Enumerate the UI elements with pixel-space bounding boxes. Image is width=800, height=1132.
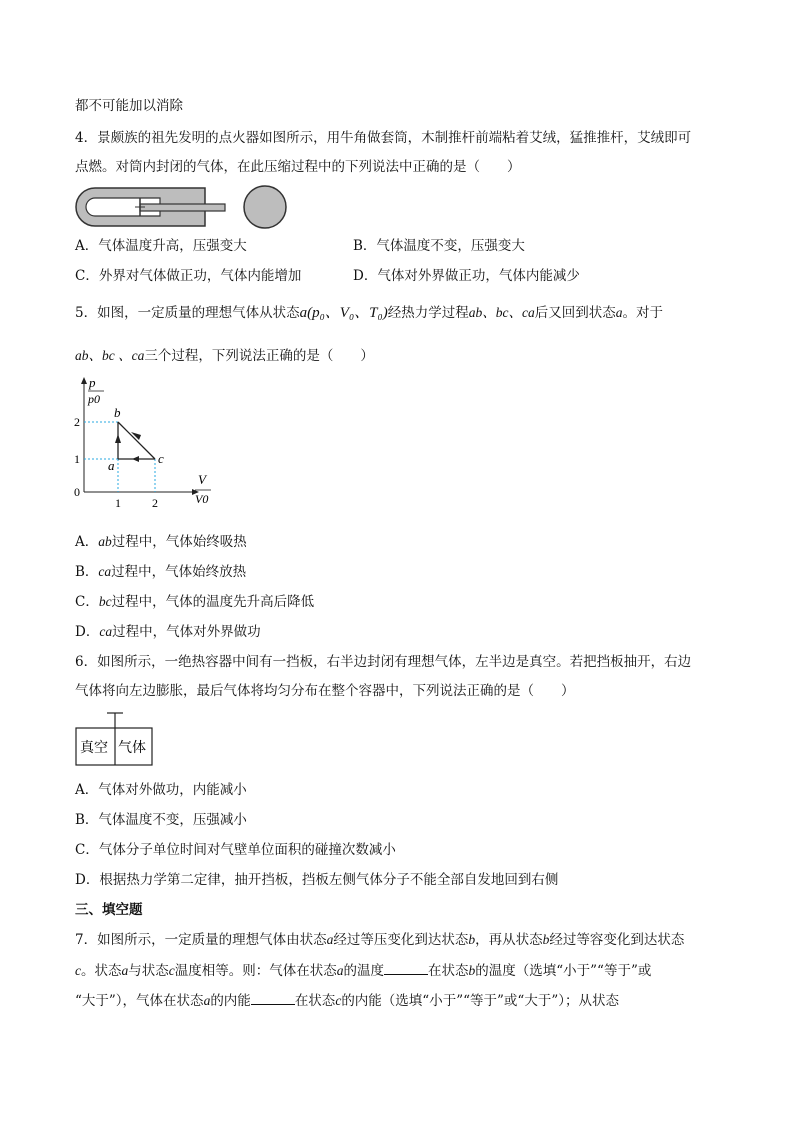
q4-option-b: B．气体温度不变，压强变大: [353, 238, 525, 254]
q5-stem-line2: [75, 346, 374, 366]
q4-option-c: C．外界对气体做正功，气体内能增加: [75, 268, 302, 284]
pv-diagram: [70, 372, 220, 514]
q5-stem-part3: 后又回到状态: [534, 305, 616, 321]
fire-piston-figure: [75, 183, 290, 231]
container-figure: [75, 710, 155, 768]
q6-stem-line2: 气体将向左边膨胀，最后气体将均匀分布在整个容器中，下列说法正确的是（ ）: [75, 683, 575, 699]
q5-option-d: D．ca过程中，气体对外界做功: [75, 624, 261, 640]
gas-label: 气体: [118, 741, 146, 756]
pv-xtick-1: 1: [115, 496, 121, 510]
q7-stem-line1: 7．如图所示，一定质量的理想气体由状态a经过等压变化到达状态b，再从状态b经过等容变化到达状态: [75, 932, 685, 948]
pv-ytick-1: 1: [74, 452, 80, 466]
continued-text: 都不可能加以消除: [75, 98, 183, 114]
q7-blank-1[interactable]: [384, 960, 428, 975]
q5-option-a: A．ab过程中，气体始终吸热: [75, 534, 247, 550]
q4-option-a: A．气体温度升高，压强变大: [75, 238, 247, 254]
q5-stem-part5: 三个过程，下列说法正确的是（ ）: [144, 348, 374, 364]
q4-stem-line2: 点燃。对筒内封闭的气体，在此压缩过程中的下列说法中正确的是（ ）: [75, 159, 521, 175]
q5-option-b: B．ca过程中，气体始终放热: [75, 564, 247, 580]
q5-processes-formula: ab、bc、ca: [468, 305, 535, 320]
pv-ylabel-p0: p0: [88, 392, 100, 406]
q5-stem-line1: [75, 303, 663, 323]
q6-option-b: B．气体温度不变，压强减小: [75, 812, 247, 828]
vacuum-label: 真空: [80, 741, 108, 756]
q5-stem-part2: 经热力学过程: [387, 305, 469, 321]
section-heading: 三、填空题: [75, 902, 143, 918]
q4-option-d: D．气体对外界做正功，气体内能减少: [353, 268, 580, 284]
q5-stem-part1: 5．如图，一定质量的理想气体从状态: [75, 305, 300, 321]
q6-stem-line1: 6．如图所示，一绝热容器中间有一挡板，右半边封闭有理想气体，左半边是真空。若把挡板抽开，右边: [75, 654, 692, 670]
q5-three-processes: ab、bc 、ca: [75, 348, 145, 363]
pv-xtick-2: 2: [152, 496, 158, 510]
pv-origin: 0: [74, 485, 80, 499]
q5-option-c: C．bc过程中，气体的温度先升高后降低: [75, 594, 315, 610]
pv-point-c: c: [158, 451, 164, 466]
pv-point-a: a: [108, 458, 115, 473]
pv-ylabel-p: p: [89, 375, 96, 390]
pv-point-b: b: [114, 405, 121, 420]
q5-state-a-formula: a(p₀、V₀、T₀): [299, 305, 388, 321]
pv-ytick-2: 2: [74, 415, 80, 429]
q5-stem-part4: 。对于: [622, 305, 663, 321]
q5-state-a-symbol: a: [615, 305, 623, 320]
q6-option-d: D．根据热力学第二定律，抽开挡板，挡板左侧气体分子不能全部自发地回到右侧: [75, 872, 559, 888]
q6-option-a: A．气体对外做功，内能减小: [75, 782, 247, 798]
q6-option-c: C．气体分子单位时间对气壁单位面积的碰撞次数减小: [75, 842, 396, 858]
pv-xlabel-v: V: [198, 472, 206, 487]
q7-stem-line2: c。状态a与状态c温度相等。则：气体在状态a的温度 在状态b的温度（选填“小于”“等于”或: [75, 960, 651, 981]
q4-stem-line1: 4．景颇族的祖先发明的点火器如图所示，用牛角做套筒，木制推杆前端粘着艾绒，猛推推杆，艾绒即可: [75, 130, 692, 146]
q7-blank-2[interactable]: [251, 990, 295, 1005]
q7-stem-line3: “大于”），气体在状态a的内能 在状态c的内能（选填“小于”“等于”或“大于”）；从状态: [75, 990, 619, 1011]
pv-xlabel-v0: V0: [195, 492, 209, 506]
